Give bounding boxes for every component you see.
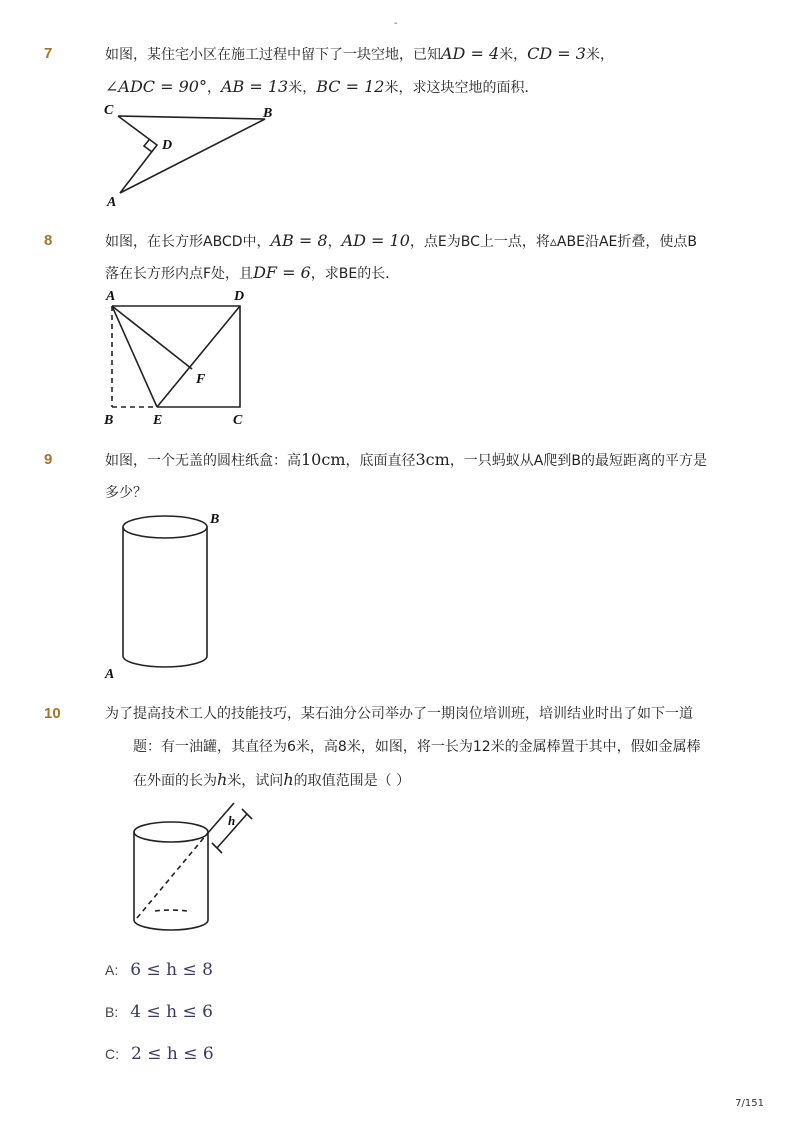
top-mark: -	[394, 18, 398, 29]
q7-text: 米，求这块空地的面积．	[384, 80, 539, 96]
question-10-number: 10	[44, 705, 61, 722]
q10-math-h: h	[283, 770, 294, 789]
question-9-figure	[100, 506, 235, 686]
q7-text: 米，	[585, 47, 614, 63]
q10-math-h: h	[217, 770, 228, 789]
q10-label-h: h	[228, 813, 236, 828]
q7-right-angle-mark	[144, 140, 152, 152]
question-10-line-3	[133, 771, 410, 790]
question-9-number: 9	[44, 451, 53, 468]
q9-text: 多少？	[105, 485, 147, 501]
option-c[interactable]	[105, 1044, 214, 1064]
q9-math-diameter: 3cm	[415, 450, 450, 469]
q10-tank-bottom-hidden	[155, 910, 187, 911]
q8-label-b: B	[104, 413, 114, 428]
q9-text: ，一只蚂蚁从A爬到B的最短距离的平方是	[449, 453, 707, 469]
q7-math-cd: CD = 3	[527, 44, 586, 63]
question-8-figure	[100, 286, 260, 431]
option-a[interactable]	[105, 960, 213, 980]
q9-label-a: A	[105, 667, 115, 682]
question-10-line-1	[105, 705, 693, 723]
q10-text: 为了提高技术工人的技能技巧，某石油分公司举办了一期岗位培训班，培训结业时出了如下一道	[105, 706, 693, 722]
question-8-line-2	[105, 264, 399, 283]
q7-text: ，	[206, 80, 221, 96]
q9-text: 如图，一个无盖的圆柱纸盒：高	[105, 453, 301, 469]
q8-text: ，点E为BC上一点，将▵ABE沿AE折叠，使点B	[409, 234, 697, 250]
q8-label-c: C	[233, 413, 243, 428]
question-7-figure	[100, 100, 290, 210]
q7-math-bc: BC = 12	[316, 77, 385, 96]
q8-text: 如图，在长方形ABCD中，	[105, 234, 271, 250]
question-7-line-2	[105, 78, 538, 97]
q7-quadrilateral	[118, 116, 265, 193]
question-8-line-1	[105, 232, 697, 251]
q7-label-b: B	[263, 106, 273, 121]
q7-label-c: C	[104, 103, 114, 118]
q7-text: 米，	[499, 47, 528, 63]
q8-text: 落在长方形内点F处，且	[105, 266, 254, 282]
q8-label-f: F	[196, 372, 206, 387]
question-7-number: 7	[44, 45, 53, 62]
page-number: 7/151	[735, 1098, 764, 1109]
q7-label-a: A	[107, 195, 117, 210]
q10-tank-bottom	[134, 920, 208, 930]
option-b[interactable]	[105, 1002, 213, 1022]
q7-math-ad: AD = 4	[441, 44, 500, 63]
q8-math-ad: AD = 10	[341, 231, 410, 250]
q9-label-b: B	[210, 512, 220, 527]
q10-tank-top	[134, 822, 208, 842]
q8-label-d: D	[234, 289, 245, 304]
q8-label-a: A	[106, 289, 116, 304]
q8-label-e: E	[153, 413, 163, 428]
q7-label-d: D	[162, 138, 173, 153]
option-a-label: A:	[105, 962, 119, 978]
option-c-label: C:	[105, 1046, 119, 1062]
question-10-figure	[125, 790, 275, 940]
q7-text: 米，	[288, 80, 317, 96]
q9-cylinder-bottom	[123, 656, 207, 667]
question-7-line-1	[105, 45, 614, 64]
q8-line-ed	[157, 306, 240, 407]
question-9-line-1	[105, 451, 707, 470]
q8-line-ae	[112, 306, 157, 407]
q8-math-ab: AB = 8	[270, 231, 328, 250]
option-b-label: B:	[105, 1004, 119, 1020]
q7-math-angle: ∠ADC = 90°	[105, 77, 207, 96]
q8-text: ，求BE的长．	[310, 266, 400, 282]
q9-math-height: 10cm	[301, 450, 346, 469]
q10-text: 的取值范围是（ ）	[293, 773, 411, 789]
option-a-value: 6 ≤ h ≤ 8	[130, 960, 213, 980]
q8-text: ，	[327, 234, 342, 250]
option-b-value: 4 ≤ h ≤ 6	[130, 1002, 213, 1022]
q7-text: 如图，某住宅小区在施工过程中留下了一块空地，已知	[105, 47, 441, 63]
q9-text: ，底面直径	[345, 453, 416, 469]
question-8-number: 8	[44, 232, 53, 249]
q10-text: 米，试问	[227, 773, 284, 789]
question-9-line-2	[105, 484, 147, 502]
q10-rod-inside	[137, 834, 207, 918]
q10-text: 题：有一油罐，其直径为6米，高8米，如图，将一长为12米的金属棒置于其中，假如金属棒	[133, 739, 701, 755]
question-10-line-2	[133, 738, 701, 756]
q9-cylinder-top	[123, 516, 207, 538]
option-c-value: 2 ≤ h ≤ 6	[131, 1044, 214, 1064]
q7-math-ab: AB = 13	[220, 77, 289, 96]
q8-line-af	[112, 306, 192, 369]
q10-text: 在外面的长为	[133, 773, 217, 789]
q8-math-df: DF = 6	[253, 263, 311, 282]
